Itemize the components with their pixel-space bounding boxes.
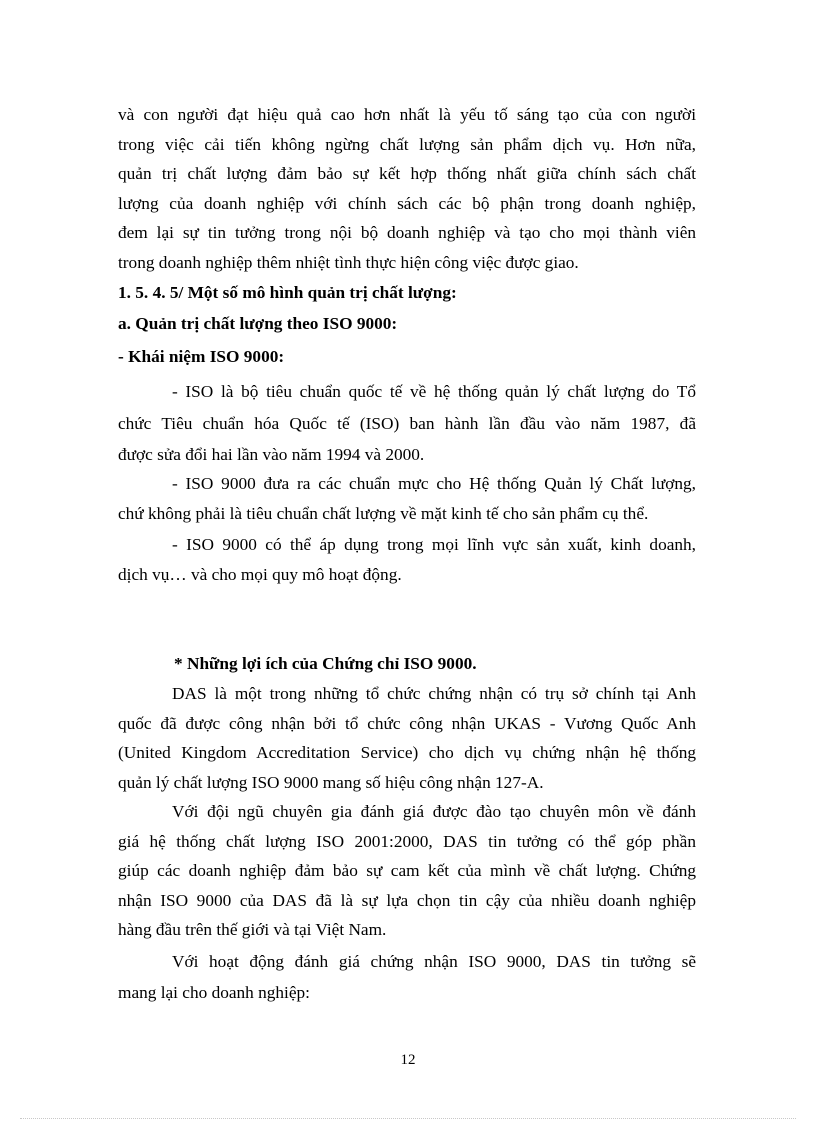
das-paragraph-line: (United Kingdom Accreditation Service) cho dịch vụ chứng nhận hệ thống — [118, 743, 696, 762]
bullet-line: chức Tiêu chuẩn hóa Quốc tế (ISO) ban hành lần đầu vào năm 1987, đã — [118, 414, 696, 433]
team-paragraph-line: hàng đầu trên thế giới và tại Việt Nam. — [118, 920, 387, 939]
team-paragraph-line: giúp các doanh nghiệp đảm bảo sự cam kết của mình về chất lượng. Chứng — [118, 861, 696, 880]
paragraph1-line: trong việc cải tiến không ngừng chất lượng sản phẩm dịch vụ. Hơn nữa, — [118, 135, 696, 154]
bullet-line: chứ không phải là tiêu chuẩn chất lượng về mặt kinh tế cho sản phẩm cụ thể. — [118, 504, 649, 523]
das-paragraph-line: quản lý chất lượng ISO 9000 mang số hiệu công nhận 127-A. — [118, 773, 544, 792]
activity-paragraph-line: Với hoạt động đánh giá chứng nhận ISO 9000, DAS tin tưởng sẽ — [172, 952, 696, 971]
activity-paragraph-line: mang lại cho doanh nghiệp: — [118, 983, 310, 1002]
paragraph1-line: và con người đạt hiệu quả cao hơn nhất là yếu tố sáng tạo của con người — [118, 105, 696, 124]
paragraph1-line: trong doanh nghiệp thêm nhiệt tình thực hiện công việc được giao. — [118, 253, 579, 272]
section-heading: 1. 5. 4. 5/ Một số mô hình quản trị chất lượng: — [118, 283, 457, 302]
paragraph1-line: quản trị chất lượng đảm bảo sự kết hợp thống nhất giữa chính sách chất — [118, 164, 696, 183]
team-paragraph-line: nhận ISO 9000 của DAS đã là sự lựa chọn tin cậy của nhiều doanh nghiệp — [118, 891, 696, 910]
bullet-line: - ISO 9000 đưa ra các chuẩn mực cho Hệ thống Quản lý Chất lượng, — [172, 474, 696, 493]
paragraph1-line: lượng của doanh nghiệp với chính sách các bộ phận trong doanh nghiệp, — [118, 194, 696, 213]
bullet-line: - ISO 9000 có thể áp dụng trong mọi lĩnh vực sản xuất, kinh doanh, — [172, 535, 696, 554]
benefits-heading: * Những lợi ích của Chứng chỉ ISO 9000. — [174, 654, 477, 673]
bullet-line: - ISO là bộ tiêu chuẩn quốc tế về hệ thống quản lý chất lượng do Tổ — [172, 382, 696, 401]
concept-heading: - Khái niệm ISO 9000: — [118, 347, 285, 366]
bullet-line: dịch vụ… và cho mọi quy mô hoạt động. — [118, 565, 402, 584]
das-paragraph-line: DAS là một trong những tổ chức chứng nhận có trụ sở chính tại Anh — [172, 684, 696, 703]
team-paragraph-line: giá hệ thống chất lượng ISO 2001:2000, DAS tin tưởng có thể góp phần — [118, 832, 696, 851]
paragraph1-line: đem lại sự tin tưởng trong nội bộ doanh nghiệp và tạo cho mọi thành viên — [118, 223, 696, 242]
team-paragraph-line: Với đội ngũ chuyên gia đánh giá được đào tạo chuyên môn về đánh — [172, 802, 696, 821]
page-number: 12 — [400, 1052, 416, 1068]
page-bottom-divider — [20, 1118, 796, 1119]
bullet-line: được sửa đổi hai lần vào năm 1994 và 2000. — [118, 445, 425, 464]
subsection-heading: a. Quản trị chất lượng theo ISO 9000: — [118, 314, 398, 333]
das-paragraph-line: quốc đã được công nhận bởi tổ chức công nhận UKAS - Vương Quốc Anh — [118, 714, 696, 733]
